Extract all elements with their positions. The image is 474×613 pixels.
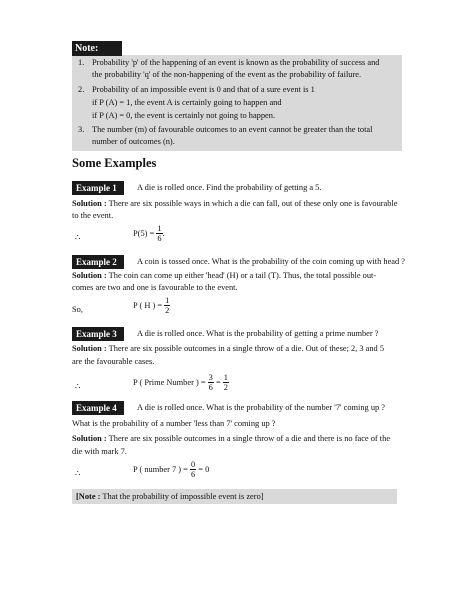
- note-item-3: 3. The number (m) of favourable outcomes to an event cannot be greater than the total: [78, 125, 373, 134]
- example-4-therefore: ∴: [75, 469, 81, 478]
- note-item-3-cont: number of outcomes (n).: [92, 137, 175, 146]
- final-note: [Note : That the probability of impossible event is zero]: [72, 489, 397, 504]
- fraction: $\frac{3}{6}$: [208, 373, 213, 392]
- example-3-solution-cont: are the favourable cases.: [72, 357, 155, 366]
- example-3-tag: Example 3: [72, 327, 124, 341]
- example-2-equation: P ( H ) = $\frac{1}{2}$: [133, 296, 170, 315]
- example-3-solution: Solution : There are six possible outcomes in a single throw of a die. Out of these; 2, 3 and 5: [72, 344, 385, 353]
- note-item-1-cont: the probability 'q' of the non-happening of the event as the probability of failure.: [92, 70, 362, 79]
- fraction: $\frac{1}{2}$: [223, 373, 228, 392]
- example-2-so: So,: [72, 305, 83, 314]
- example-4-subquestion: What is the probability of a number 'less than 7' coming up ?: [72, 419, 276, 428]
- example-4-tag: Example 4: [72, 401, 124, 415]
- fraction: $\frac{0}{6}$: [190, 460, 196, 479]
- note-item-2: 2. Probability of an impossible event is 0 and that of a sure event is 1: [78, 85, 315, 94]
- example-4-question: A die is rolled once. What is the probability of the number '7' coming up ?: [137, 403, 386, 412]
- example-2-question: A coin is tossed once. What is the probability of the coin coming up with head ?: [137, 257, 406, 266]
- note-item-2-line-2: if P (A) = 1, the event A is certainly going to happen and: [92, 98, 282, 107]
- example-2-solution: Solution : The coin can come up either 'head' (H) or a tail (T). Thus, the total possible out-: [72, 271, 377, 280]
- example-3-question: A die is rolled once. What is the probability of getting a prime number ?: [137, 329, 379, 338]
- example-1-therefore: ∴: [75, 233, 81, 242]
- note-item-1: 1. Probability 'p' of the happening of an event is known as the probability of success and: [78, 58, 380, 67]
- section-heading: Some Examples: [72, 156, 157, 170]
- fraction: $\frac{1}{6}$: [157, 224, 162, 243]
- fraction: $\frac{1}{2}$: [165, 296, 170, 315]
- example-4-solution-cont: die with mark 7.: [72, 447, 127, 456]
- example-3-equation: P ( Prime Number ) = $\frac{3}{6}$ = $\frac{1}{2}$: [133, 373, 228, 392]
- note-item-2-line-3: if P (A) = 0, the event is certainly not going to happen.: [92, 111, 276, 120]
- example-1-solution-cont: to the event.: [72, 211, 114, 220]
- example-4-solution: Solution : There are six possible outcomes in a single throw of a die and there is no face of the: [72, 434, 391, 443]
- example-2-solution-cont: comes are two and one is favourable to the event.: [72, 283, 238, 292]
- note-tag: Note:: [72, 41, 122, 56]
- example-2-tag: Example 2: [72, 255, 124, 269]
- example-1-question: A die is rolled once. Find the probability of getting a 5.: [137, 183, 322, 192]
- example-4-equation: P ( number 7 ) = $\frac{0}{6}$ = 0: [133, 460, 210, 479]
- example-1-solution: Solution : There are six possible ways in which a die can fall, out of these only one is favourable: [72, 199, 398, 208]
- example-3-therefore: ∴: [75, 382, 81, 391]
- example-1-tag: Example 1: [72, 181, 124, 195]
- example-1-equation: P(5) = $\frac{1}{6}$ .: [133, 224, 165, 243]
